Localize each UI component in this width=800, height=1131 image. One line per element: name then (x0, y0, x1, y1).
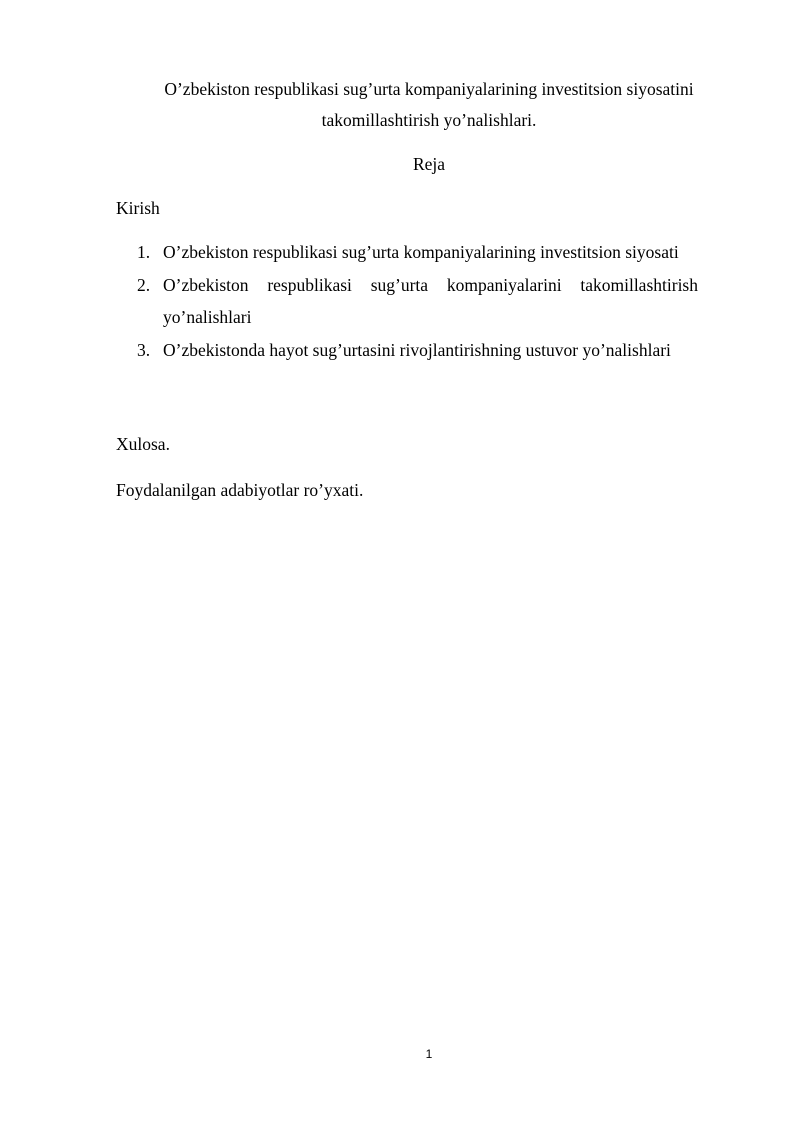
page-number: 1 (425, 1047, 433, 1061)
plan-item-number: 1. (137, 242, 151, 262)
plan-item-number: 3. (137, 339, 151, 360)
plan-item-number: 2. (137, 274, 151, 295)
conclusion-heading: Xulosa. (116, 434, 170, 454)
plan-list (116, 236, 698, 366)
plan-item-text: O’zbekistonda hayot sug’urtasini rivojlantirishning ustuvor yo’nalishlari (163, 339, 671, 360)
plan-item-text: O’zbekiston respublikasi sug’urta kompaniyalarini takomillashtirish yo’nalishlari (163, 274, 698, 327)
intro-heading: Kirish (116, 198, 160, 218)
plan-item (116, 269, 698, 334)
plan-item (116, 236, 698, 269)
references-heading: Foydalanilgan adabiyotlar ro’yxati. (116, 480, 364, 500)
plan-item (116, 334, 698, 367)
document-title: O’zbekiston respublikasi sug’urta kompaniyalarining investitsion siyosatini takomillashtirish yo’nalishlari. (164, 79, 694, 130)
plan-item-text: O’zbekiston respublikasi sug’urta kompaniyalarining investitsion siyosati (163, 242, 679, 262)
plan-heading: Reja (412, 154, 446, 174)
